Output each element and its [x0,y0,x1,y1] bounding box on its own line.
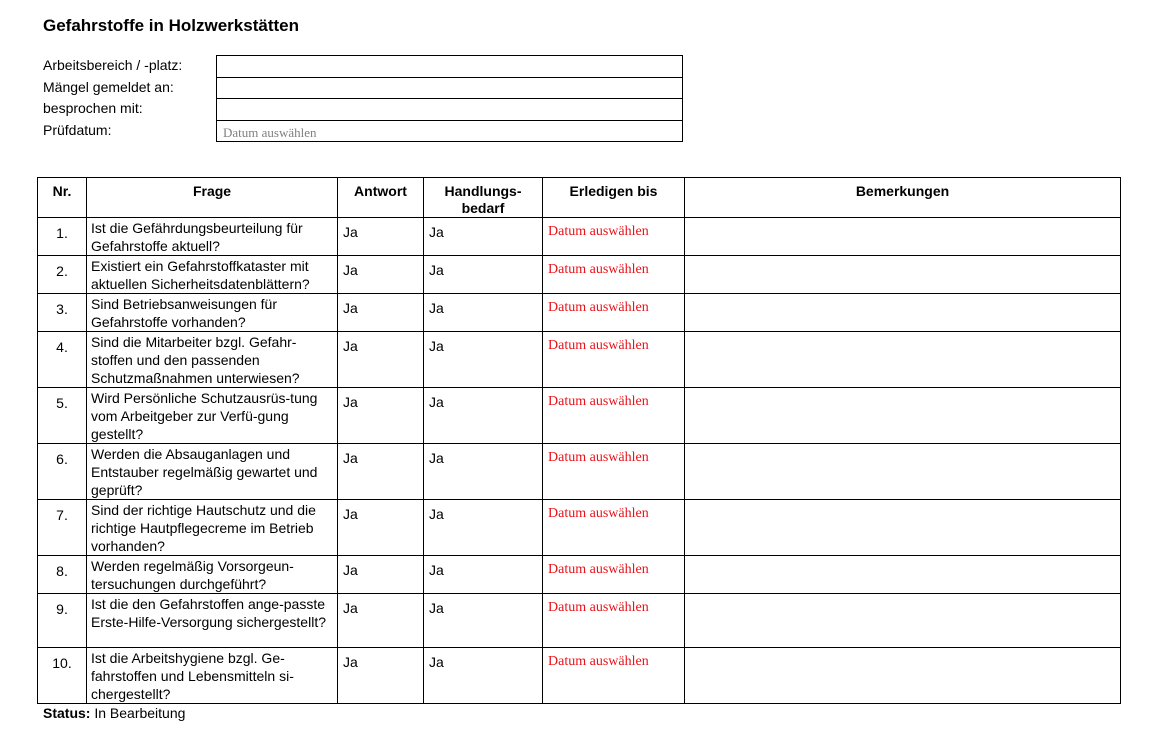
row-answer-dropdown[interactable]: Ja [338,444,424,500]
row-bemerkung-field[interactable] [685,648,1121,704]
status-line [43,705,185,721]
row-erledigen-bis-date-picker[interactable]: Datum auswählen [543,500,685,556]
header-antwort: Antwort [338,178,424,218]
row-handlungsbedarf-dropdown[interactable]: Ja [424,256,543,294]
row-answer-dropdown[interactable]: Ja [338,500,424,556]
row-answer-dropdown[interactable]: Ja [338,648,424,704]
row-bemerkung-field[interactable] [685,218,1121,256]
row-handlungsbedarf-dropdown[interactable]: Ja [424,294,543,332]
pruefdatum-label: Prüfdatum: [43,121,112,138]
row-erledigen-bis-date-picker[interactable]: Datum auswählen [543,648,685,704]
header-frage: Frage [87,178,338,218]
arbeitsbereich-label: Arbeitsbereich / -platz: [43,57,183,73]
header-handlungsbedarf: Handlungs- bedarf [424,178,543,218]
row-handlungsbedarf-dropdown[interactable]: Ja [424,500,543,556]
row-answer-dropdown[interactable]: Ja [338,218,424,256]
table-header-row [38,178,1121,218]
table-row [38,594,1121,648]
row-question: Werden regelmäßig Vorsorgeun-tersuchungen durchgeführt? [87,556,338,594]
row-answer-dropdown[interactable]: Ja [338,594,424,648]
table-row [38,648,1121,704]
row-erledigen-bis-date-picker[interactable]: Datum auswählen [543,294,685,332]
row-erledigen-bis-date-picker[interactable]: Datum auswählen [543,218,685,256]
row-question: Ist die den Gefahrstoffen ange-passte Erste-Hilfe-Versorgung sichergestellt? [87,594,338,648]
row-number: 6. [38,444,87,500]
row-handlungsbedarf-dropdown[interactable]: Ja [424,444,543,500]
row-erledigen-bis-date-picker[interactable]: Datum auswählen [543,594,685,648]
row-bemerkung-field[interactable] [685,388,1121,444]
row-bemerkung-field[interactable] [685,594,1121,648]
row-bemerkung-field[interactable] [685,294,1121,332]
row-handlungsbedarf-dropdown[interactable]: Ja [424,648,543,704]
header-nr: Nr. [38,178,87,218]
table-row [38,556,1121,594]
status-value: In Bearbeitung [94,705,186,721]
row-question: Wird Persönliche Schutzausrüs-tung vom Arbeitgeber zur Verfü-gung gestellt? [87,388,338,444]
row-erledigen-bis-date-picker[interactable]: Datum auswählen [543,444,685,500]
row-handlungsbedarf-dropdown[interactable]: Ja [424,388,543,444]
row-handlungsbedarf-dropdown[interactable]: Ja [424,594,543,648]
row-bemerkung-field[interactable] [685,500,1121,556]
row-handlungsbedarf-dropdown[interactable]: Ja [424,218,543,256]
row-question: Sind die Mitarbeiter bzgl. Gefahr-stoffen und den passenden Schutzmaßnahmen unterwiesen? [87,332,338,388]
document-title: Gefahrstoffe in Holzwerkstätten [43,16,299,35]
table-row [38,218,1121,256]
row-number: 3. [38,294,87,332]
row-question: Sind Betriebsanweisungen für Gefahrstoffe vorhanden? [87,294,338,332]
table-row [38,332,1121,388]
row-question: Sind der richtige Hautschutz und die richtige Hautpflegecreme im Betrieb vorhanden? [87,500,338,556]
row-bemerkung-field[interactable] [685,332,1121,388]
row-answer-dropdown[interactable]: Ja [338,556,424,594]
row-number: 5. [38,388,87,444]
table-row [38,388,1121,444]
row-bemerkung-field[interactable] [685,556,1121,594]
pruefdatum-date-picker[interactable]: Datum auswählen [216,120,683,143]
maengel-field[interactable] [216,77,683,99]
row-number: 9. [38,594,87,648]
arbeitsbereich-field[interactable] [216,55,683,77]
besprochen-field[interactable] [216,98,683,120]
besprochen-label: besprochen mit: [43,100,143,116]
row-question: Ist die Arbeitshygiene bzgl. Ge-fahrstoffen und Lebensmitteln si-chergestellt? [87,648,338,704]
row-bemerkung-field[interactable] [685,256,1121,294]
row-question: Werden die Absauganlagen und Entstauber regelmäßig gewartet und geprüft? [87,444,338,500]
row-number: 10. [38,648,87,704]
row-number: 8. [38,556,87,594]
checklist-table [37,177,1121,704]
row-handlungsbedarf-dropdown[interactable]: Ja [424,556,543,594]
row-erledigen-bis-date-picker[interactable]: Datum auswählen [543,388,685,444]
row-erledigen-bis-date-picker[interactable]: Datum auswählen [543,256,685,294]
row-handlungsbedarf-dropdown[interactable]: Ja [424,332,543,388]
maengel-label: Mängel gemeldet an: [43,78,174,95]
row-erledigen-bis-date-picker[interactable]: Datum auswählen [543,556,685,594]
table-row [38,256,1121,294]
row-erledigen-bis-date-picker[interactable]: Datum auswählen [543,332,685,388]
header-erledigen-bis: Erledigen bis [543,178,685,218]
row-answer-dropdown[interactable]: Ja [338,256,424,294]
header-bemerkungen: Bemerkungen [685,178,1121,218]
row-question: Existiert ein Gefahrstoffkataster mit aktuellen Sicherheitsdatenblättern? [87,256,338,294]
table-row [38,294,1121,332]
row-number: 2. [38,256,87,294]
row-bemerkung-field[interactable] [685,444,1121,500]
row-number: 7. [38,500,87,556]
row-number: 4. [38,332,87,388]
status-label: Status: [43,705,91,721]
row-answer-dropdown[interactable]: Ja [338,294,424,332]
row-answer-dropdown[interactable]: Ja [338,388,424,444]
table-row [38,444,1121,500]
row-question: Ist die Gefährdungsbeurteilung für Gefahrstoffe aktuell? [87,218,338,256]
row-answer-dropdown[interactable]: Ja [338,332,424,388]
table-row [38,500,1121,556]
row-number: 1. [38,218,87,256]
